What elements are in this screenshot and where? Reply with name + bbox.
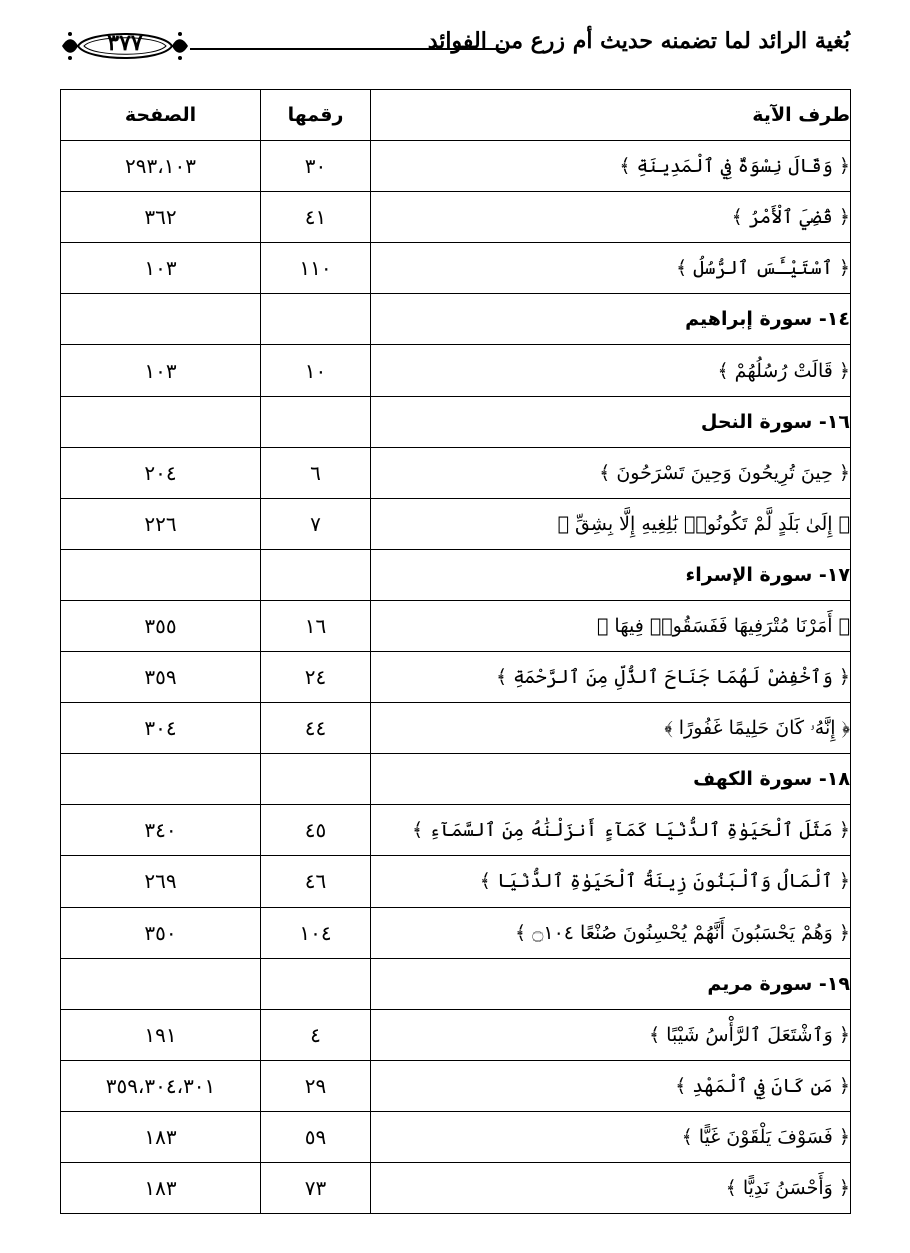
verse-number: ٤٤ [261,703,371,754]
verse-number: ٦ [261,447,371,498]
surah-title: ١٩- سورة مريم [371,958,851,1009]
verse-number: ١٠ [261,345,371,396]
page-numbers: ٣٤٠ [61,805,261,856]
verse-text: ﴿ وَأَحْسَنُ نَدِيًّا ﴾ [371,1162,851,1213]
table-row [61,856,851,907]
page-number: ٣٧٧ [107,30,143,56]
surah-heading-row [61,754,851,805]
page-numbers: ٣٠٤ [61,703,261,754]
verse-text: ﴿ ٱسْتَيْـَٔسَ ٱلرُّسُلُ ﴾ [371,243,851,294]
verse-number: ١١٠ [261,243,371,294]
verse-number: ٤١ [261,192,371,243]
surah-title: ١٨- سورة الكهف [371,754,851,805]
page-header [60,22,850,72]
surah-number-empty [261,754,371,805]
verse-text: ﴿ وَٱشْتَعَلَ ٱلرَّأْسُ شَيْبًا ﴾ [371,1009,851,1060]
table-row [61,141,851,192]
surah-page-empty [61,958,261,1009]
header-verse: طرف الآية [371,90,851,141]
surah-title: ١٧- سورة الإسراء [371,549,851,600]
surah-page-empty [61,396,261,447]
header-rule [190,48,505,50]
verse-text: ﴿ إِنَّهُۥ كَانَ حَلِيمًا غَفُورًا ﴾ [371,703,851,754]
table-row [61,498,851,549]
surah-heading-row [61,396,851,447]
page-numbers: ٢٩٣،١٠٣ [61,141,261,192]
surah-title: ١٤- سورة إبراهيم [371,294,851,345]
table-row [61,1060,851,1111]
page-numbers: ٣٥٩ [61,652,261,703]
surah-number-empty [261,294,371,345]
verse-text: ﴿ وَقَالَ نِسْوَةٌ فِي ٱلْمَدِينَةِ ﴾ [371,141,851,192]
table-row [61,652,851,703]
table-row [61,243,851,294]
table-row [61,447,851,498]
surah-page-empty [61,294,261,345]
surah-number-empty [261,958,371,1009]
verse-number: ٤٦ [261,856,371,907]
verse-number: ٢٤ [261,652,371,703]
table-row [61,1111,851,1162]
page-numbers: ٢٦٩ [61,856,261,907]
verse-text: ﴿ قَالَتْ رُسُلُهُمْ ﴾ [371,345,851,396]
table-row [61,192,851,243]
verse-text: ﴿ إِلَىٰ بَلَدٍ لَّمْ تَكُونُوا۟ بَٰلِغِيهِ إِلَّا بِشِقِّ ﴾ [371,498,851,549]
surah-heading-row [61,294,851,345]
verse-text: ﴿ وَٱخْفِضْ لَهُمَا جَنَاحَ ٱلذُّلِّ مِنَ ٱلرَّحْمَةِ ﴾ [371,652,851,703]
verse-index-table [60,89,851,1214]
table-row [61,1162,851,1213]
page-numbers: ٢٠٤ [61,447,261,498]
page-numbers: ٣٥٩،٣٠٤،٣٠١ [61,1060,261,1111]
verse-text: ﴿ مَن كَانَ فِي ٱلْمَهْدِ ﴾ [371,1060,851,1111]
verse-number: ٤٥ [261,805,371,856]
table-row [61,907,851,958]
table-row [61,345,851,396]
page-numbers: ١٠٣ [61,345,261,396]
table-header-row [61,90,851,141]
page-numbers: ٢٢٦ [61,498,261,549]
page-numbers: ١٨٣ [61,1162,261,1213]
verse-number: ٧٣ [261,1162,371,1213]
table-row [61,805,851,856]
book-title: بُغية الرائد لما تضمنه حديث أم زرع من الفوائد [427,28,850,54]
surah-page-empty [61,754,261,805]
surah-number-empty [261,396,371,447]
page-numbers: ١٠٣ [61,243,261,294]
page-numbers: ٣٥٥ [61,600,261,651]
surah-number-empty [261,549,371,600]
verse-text: ﴿ قُضِيَ ٱلْأَمْرُ ﴾ [371,192,851,243]
verse-number: ٤ [261,1009,371,1060]
header-page: الصفحة [61,90,261,141]
verse-text: ﴿ ٱلْمَالُ وَٱلْبَنُونَ زِينَةُ ٱلْحَيَوٰةِ ٱلدُّنْيَا ﴾ [371,856,851,907]
verse-number: ٢٩ [261,1060,371,1111]
page-numbers: ٣٥٠ [61,907,261,958]
table-row [61,1009,851,1060]
verse-number: ٧ [261,498,371,549]
page-numbers: ١٨٣ [61,1111,261,1162]
verse-text: ﴿ فَسَوْفَ يَلْقَوْنَ غَيًّا ﴾ [371,1111,851,1162]
header-number: رقمها [261,90,371,141]
verse-number: ١٠٤ [261,907,371,958]
surah-heading-row [61,549,851,600]
page-numbers: ٣٦٢ [61,192,261,243]
surah-title: ١٦- سورة النحل [371,396,851,447]
table-row [61,600,851,651]
verse-text: ﴿ أَمَرْنَا مُتْرَفِيهَا فَفَسَقُوا۟ فِيهَا ﴾ [371,600,851,651]
page-numbers: ١٩١ [61,1009,261,1060]
verse-number: ١٦ [261,600,371,651]
surah-heading-row [61,958,851,1009]
surah-page-empty [61,549,261,600]
verse-text: ﴿ مَثَلَ ٱلْحَيَوٰةِ ٱلدُّنْيَا كَمَآءٍ أَنزَلْنَٰهُ مِنَ ٱلسَّمَآءِ ﴾ [371,805,851,856]
verse-text: ﴿ وَهُمْ يَحْسَبُونَ أَنَّهُمْ يُحْسِنُونَ صُنْعًا ۝١٠٤ ﴾ [371,907,851,958]
verse-text: ﴿ حِينَ تُرِيحُونَ وَحِينَ تَسْرَحُونَ ﴾ [371,447,851,498]
verse-number: ٣٠ [261,141,371,192]
table-row [61,703,851,754]
verse-number: ٥٩ [261,1111,371,1162]
